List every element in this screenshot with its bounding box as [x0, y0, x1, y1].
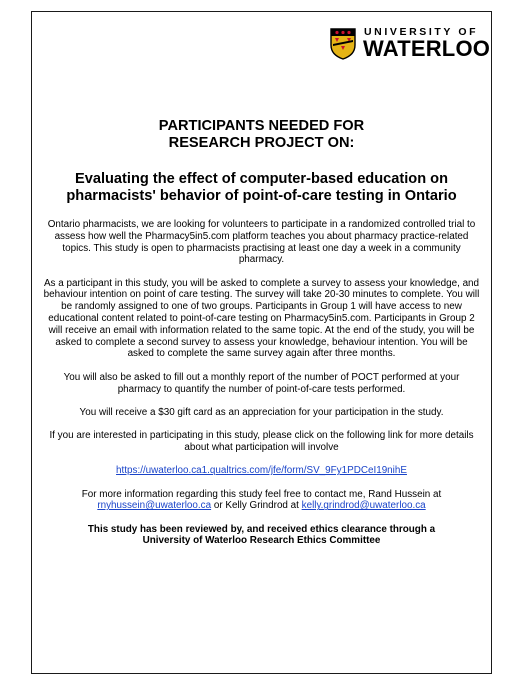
- survey-link-line: [42, 465, 481, 477]
- contact-middle: or Kelly Grindrod at: [211, 500, 302, 512]
- university-logo: [330, 26, 490, 64]
- flyer-content: [42, 118, 481, 547]
- study-title: Evaluating the effect of computer-based education on pharmacists' behavior of point-of-care testing in Ontario: [66, 171, 457, 204]
- title-line-2: RESEARCH PROJECT ON:: [168, 135, 355, 151]
- logo-university-of: UNIVERSITY OF: [364, 26, 479, 38]
- rand-email-link[interactable]: rnyhussein@uwaterloo.ca: [97, 500, 212, 512]
- page-title: [42, 118, 481, 152]
- participation-paragraph: As a participant in this study, you will be asked to complete a survey to assess your knowledge, and behaviour intention on point of care testing. The survey will take 20-30 minutes to complete. You will be randomly assigned to one of two groups. Participants in Group 1 will have access to new educational content related to point-of-care testing on Pharmacy5in5.com. Participants in Group 2 will receive an email with information related to the same topic. At the end of the study, you will be asked to complete a second survey to assess your knowledge, behaviour intention. You will be asked to complete the same survey again after three months.: [43, 277, 480, 360]
- university-crest-icon: [330, 28, 356, 60]
- flyer-page: [31, 11, 492, 674]
- title-line-1: PARTICIPANTS NEEDED FOR: [158, 118, 365, 134]
- contact-prefix: For more information regarding this study feel free to contact me, Rand Hussein at: [81, 488, 442, 500]
- interest-paragraph: If you are interested in participating in this study, please click on the following link for more details about what participation will involve: [49, 430, 474, 453]
- gift-card-paragraph: You will receive a $30 gift card as an appreciation for your participation in the study.: [79, 406, 444, 418]
- kelly-email-link[interactable]: kelly.grindrod@uwaterloo.ca: [301, 500, 426, 512]
- intro-paragraph: Ontario pharmacists, we are looking for volunteers to participate in a randomized controlled trial to assess how well the Pharmacy5in5.com platform teaches you about pharmacy practice-related topics. This study is open to pharmacists practising at least one day a week in a community pharmacy.: [47, 219, 476, 266]
- report-paragraph: You will also be asked to fill out a monthly report of the number of POCT performed at your pharmacy to quantify the number of point-of-care tests performed.: [63, 371, 460, 395]
- survey-link[interactable]: https://uwaterloo.ca1.qualtrics.com/jfe/form/SV_9Fy1PDCeI19nihE: [116, 465, 407, 477]
- contact-paragraph: [42, 489, 481, 513]
- ethics-statement: This study has been reviewed by, and received ethics clearance through a University of Waterloo Research Ethics Committee: [87, 523, 436, 547]
- logo-waterloo: WATERLOO: [363, 36, 491, 61]
